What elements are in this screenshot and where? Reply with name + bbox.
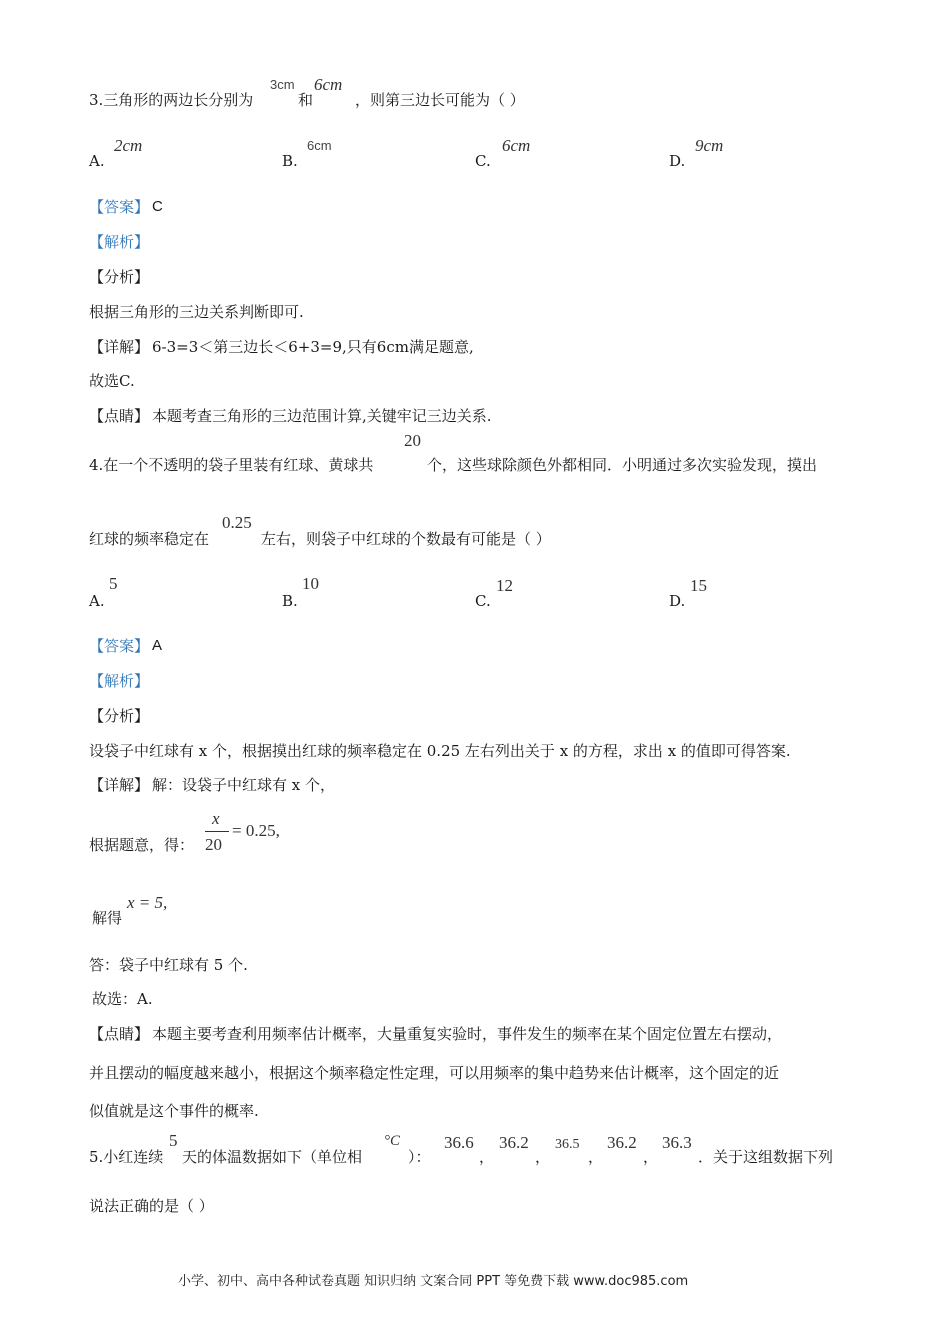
q4-comment-line2: 并且摆动的幅度越来越小，根据这个频率稳定性定理，可以用频率的集中趋势来估计概率，这个固定的近 xyxy=(89,1064,780,1082)
q4-option-d-label: D. xyxy=(669,592,686,610)
q4-equation-numerator: x xyxy=(212,809,220,828)
q3-option-b-value: 6cm xyxy=(307,138,332,153)
q3-fenxi-text: 根据三角形的三边关系判断即可. xyxy=(89,303,304,321)
q4-fenxi-tag: 【分析】 xyxy=(89,707,150,725)
q4-option-a-label: A. xyxy=(89,592,105,610)
q5-temp-4: 36.2 xyxy=(607,1133,637,1152)
q4-comment-line3: 似值就是这个事件的概率. xyxy=(89,1102,259,1120)
q3-option-c-label: C. xyxy=(475,152,491,170)
q3-option-d-label: D. xyxy=(669,152,686,170)
q4-option-c-label: C. xyxy=(475,592,491,610)
q3-option-a-label: A. xyxy=(89,152,105,170)
q5-days: 5 xyxy=(169,1131,178,1150)
q4-choose: 故选：A. xyxy=(92,990,153,1008)
q4-solve-equation: x = 5, xyxy=(127,893,168,912)
q5-unit: °C xyxy=(384,1133,401,1149)
q4-solve-label: 解得 xyxy=(92,909,123,927)
q4-comment-tag: 【点睛】 xyxy=(89,1025,150,1043)
q5-sep-4: ， xyxy=(643,1148,659,1166)
q3-side1: 3cm xyxy=(270,77,295,92)
q3-choose: 故选C. xyxy=(89,372,135,390)
q3-detail-tag: 【详解】 xyxy=(89,338,150,356)
q5-sep-3: ， xyxy=(588,1148,604,1166)
q3-analysis-tag: 【解析】 xyxy=(89,233,150,251)
q3-answer-tag: 【答案】 xyxy=(89,198,150,216)
q4-option-b-value: 10 xyxy=(302,574,319,593)
q5-temp-3: 36.5 xyxy=(555,1137,580,1152)
q4-freq: 0.25 xyxy=(222,513,252,532)
q4-equation-label: 根据题意，得： xyxy=(89,836,195,854)
q3-fenxi-tag: 【分析】 xyxy=(89,268,150,286)
q5-stem-prefix: 5.小红连续 xyxy=(89,1148,164,1166)
q5-sep-2: ， xyxy=(535,1148,551,1166)
q5-temp-2: 36.2 xyxy=(499,1133,529,1152)
q3-option-a-value: 2cm xyxy=(114,136,143,155)
q3-answer: C xyxy=(152,198,163,215)
q3-conj: 和 xyxy=(298,91,314,109)
q4-answer-line: 答：袋子中红球有 5 个. xyxy=(89,956,248,974)
q4-detail-tag: 【详解】 xyxy=(89,776,150,794)
q4-analysis-tag: 【解析】 xyxy=(89,672,150,690)
q4-equation-denominator: 20 xyxy=(205,835,222,854)
q3-stem-prefix: 3.三角形的两边长分别为 xyxy=(89,91,254,109)
q3-option-b-label: B. xyxy=(282,152,298,170)
q4-option-c-value: 12 xyxy=(496,576,513,595)
q5-stem-suffix: ．关于这组数据下列 xyxy=(698,1148,834,1166)
page-footer: 小学、初中、高中各种试卷真题 知识归纳 文案合同 PPT 等免费下载 www.doc985.com xyxy=(178,1274,689,1289)
q4-answer: A xyxy=(152,637,163,654)
q4-fenxi-text: 设袋子中红球有 x 个，根据摸出红球的频率稳定在 0.25 左右列出关于 x 的方程，求出 x 的值即可得答案. xyxy=(89,742,791,760)
q3-detail-text: 6-3=3＜第三边长＜6+3=9,只有6cm满足题意, xyxy=(152,338,474,356)
q4-count-value: 20 xyxy=(404,431,421,450)
q5-stem-colon: ）： xyxy=(408,1148,431,1166)
q4-option-a-value: 5 xyxy=(109,574,118,593)
q4-stem-line1-prefix: 4.在一个不透明的袋子里装有红球、黄球共 xyxy=(89,456,374,474)
q5-temp-1: 36.6 xyxy=(444,1133,474,1152)
q3-comment-tag: 【点睛】 xyxy=(89,407,150,425)
q4-fraction-bar xyxy=(205,831,229,832)
q4-equation-rhs: = 0.25, xyxy=(232,821,280,840)
q4-answer-tag: 【答案】 xyxy=(89,637,150,655)
q4-stem-line1-suffix: 个，这些球除颜色外都相同．小明通过多次实验发现，摸出 xyxy=(427,456,818,474)
q4-option-d-value: 15 xyxy=(690,576,707,595)
q5-stem-line2: 说法正确的是（ ） xyxy=(89,1197,214,1215)
q3-comment-text: 本题考查三角形的三边范围计算,关键牢记三边关系. xyxy=(152,407,492,425)
q4-option-b-label: B. xyxy=(282,592,298,610)
q3-side2: 6cm xyxy=(314,75,343,94)
q3-stem-suffix: ，则第三边长可能为（ ） xyxy=(355,91,525,109)
q3-option-d-value: 9cm xyxy=(695,136,724,155)
q4-stem-line2-suffix: 左右，则袋子中红球的个数最有可能是（ ） xyxy=(261,530,551,548)
q5-sep-1: ， xyxy=(479,1148,495,1166)
q4-stem-line2-prefix: 红球的频率稳定在 xyxy=(89,530,210,548)
q3-option-c-value: 6cm xyxy=(502,136,531,155)
q5-temp-5: 36.3 xyxy=(662,1133,692,1152)
q4-comment-line1: 本题主要考查利用频率估计概率，大量重复实验时，事件发生的频率在某个固定位置左右摆动， xyxy=(152,1025,783,1043)
q4-detail-text: 解：设袋子中红球有 x 个， xyxy=(152,776,335,794)
q5-stem-mid: 天的体温数据如下（单位相 xyxy=(182,1148,363,1166)
